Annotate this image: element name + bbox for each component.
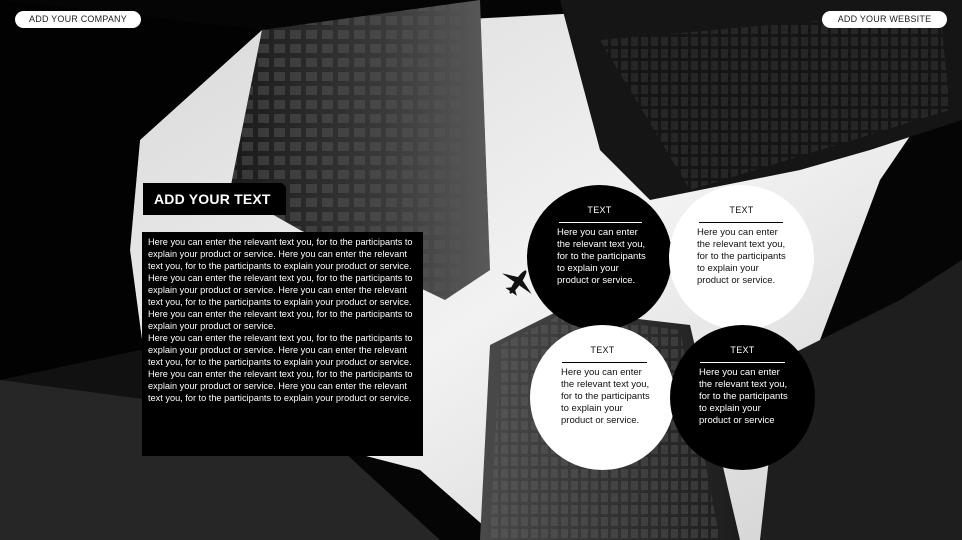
- circle-title: TEXT: [730, 345, 755, 355]
- paragraph: Here you can enter the relevant text you, for to the participants to explain your product or service. Here you can enter the relevant text you, for to the participants to explain your product or service. Here you can enter the relevant text you, for to the participants to explain your product or service.: [148, 273, 413, 331]
- circle-title: TEXT: [587, 205, 612, 215]
- paragraph: Here you can enter the relevant text you, for to the participants to explain your product or service. Here you can enter the relevant text you, for to the participants to explain your product or service.: [148, 333, 413, 367]
- circle-body: Here you can enter the relevant text you, for to the participants to explain your product or service: [699, 367, 788, 426]
- paragraph: Here you can enter the relevant text you, for to the participants to explain your product or service. Here you can enter the relevant text you, for to the participants to explain your product or service.: [148, 237, 413, 271]
- circle-divider: [699, 222, 783, 223]
- circle-body: Here you can enter the relevant text you, for to the participants to explain your product or service.: [697, 227, 786, 286]
- circle-divider: [700, 362, 785, 363]
- circle-card-3: [530, 325, 675, 470]
- circle-divider: [562, 362, 647, 363]
- text-panel: [142, 232, 423, 456]
- circle-title: TEXT: [590, 345, 615, 355]
- circle-card-4: [670, 325, 815, 470]
- circle-card-2: [669, 185, 814, 330]
- company-label: ADD YOUR COMPANY: [15, 11, 141, 28]
- circle-card-1: [527, 185, 672, 330]
- circle-title: TEXT: [729, 205, 754, 215]
- circle-body: Here you can enter the relevant text you, for to the participants to explain your product or service.: [561, 367, 650, 426]
- circle-body: Here you can enter the relevant text you, for to the participants to explain your product or service.: [557, 227, 646, 286]
- circle-divider: [559, 222, 642, 223]
- website-label: ADD YOUR WEBSITE: [822, 11, 947, 28]
- paragraph: Here you can enter the relevant text you, for to the participants to explain your product or service. Here you can enter the relevant text you, for to the participants to explain your product or service.: [148, 369, 413, 403]
- section-title: ADD YOUR TEXT: [143, 183, 286, 215]
